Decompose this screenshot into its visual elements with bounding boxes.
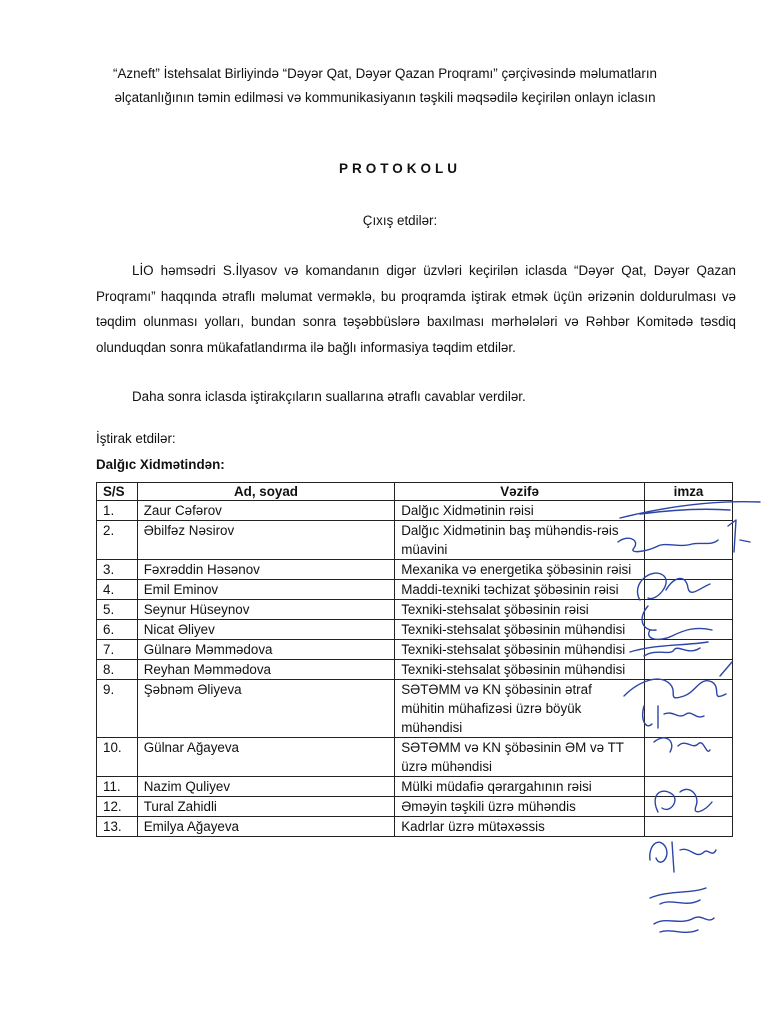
section-label: Dalğıc Xidmətindən: <box>96 457 225 472</box>
table-row <box>97 777 733 797</box>
row-number: 7. <box>97 640 138 660</box>
row-name: Emil Eminov <box>137 580 395 600</box>
row-name: Zaur Cəfərov <box>137 501 395 521</box>
row-number: 5. <box>97 600 138 620</box>
signature-12 <box>654 917 714 932</box>
row-position: SƏTƏMM və KN şöbəsinin ƏM və TT üzrə mühəndisi <box>395 738 645 777</box>
row-signature-cell <box>645 560 733 580</box>
table-row <box>97 501 733 521</box>
row-name: Seynur Hüseynov <box>137 600 395 620</box>
row-name: Tural Zahidli <box>137 797 395 817</box>
signature-10 <box>650 842 716 872</box>
heading-line-1: “Azneft” İstehsalat Birliyində “Dəyər Qat, Dəyər Qazan Proqramı” çərçivəsində məlumatların <box>112 66 657 81</box>
header-number: S/S <box>97 483 138 501</box>
table-row <box>97 680 733 738</box>
row-name: Əbilfəz Nəsirov <box>137 521 395 560</box>
paragraph-main: LİO həmsədri S.İlyasov və komandanın digər üzvləri keçirilən iclasda “Dəyər Qat, Dəyər Qazan Proqramı” haqqında ətraflı məlumat verməklə, bu proqramda iştirak etmək üçün ərizənin doldurulması və təqdim olunması yolları, bundan sonra təşəbbüslərə baxılması mərhələləri və Rəhbər Komitədə təsdiq olunduqdan sonra mükafatlandırma ilə bağlı informasiya təqdim etdilər. <box>96 263 736 355</box>
row-signature-cell <box>645 501 733 521</box>
table-row <box>97 560 733 580</box>
row-position: Kadrlar üzrə mütəxəssis <box>395 817 645 837</box>
row-number: 8. <box>97 660 138 680</box>
row-number: 11. <box>97 777 138 797</box>
row-signature-cell <box>645 620 733 640</box>
participants-label: İştirak etdilər: <box>96 431 176 446</box>
row-signature-cell <box>645 521 733 560</box>
row-number: 9. <box>97 680 138 738</box>
row-name: Gülnar Ağayeva <box>137 738 395 777</box>
row-position: SƏTƏMM və KN şöbəsinin ətraf mühitin mühafizəsi üzrə böyük mühəndisi <box>395 680 645 738</box>
row-name: Nicat Əliyev <box>137 620 395 640</box>
speakers-subtitle: Çıxış etdilər: <box>362 213 438 228</box>
participants-table <box>96 482 733 837</box>
row-name: Gülnarə Məmmədova <box>137 640 395 660</box>
heading-line-2: əlçatanlığının təmin edilməsi və kommunikasiyanın təşkili məqsədilə keçirilən onlayn iclasın <box>114 90 656 105</box>
table-row <box>97 817 733 837</box>
document-heading <box>60 62 710 110</box>
header-signature: imza <box>645 483 733 501</box>
table-row <box>97 580 733 600</box>
row-signature-cell <box>645 777 733 797</box>
row-number: 3. <box>97 560 138 580</box>
row-position: Əməyin təşkili üzrə mühəndis <box>395 797 645 817</box>
header-name: Ad, soyad <box>137 483 395 501</box>
row-number: 6. <box>97 620 138 640</box>
table-row <box>97 600 733 620</box>
row-signature-cell <box>645 738 733 777</box>
table-row <box>97 738 733 777</box>
row-name: Nazim Quliyev <box>137 777 395 797</box>
table-row <box>97 521 733 560</box>
table-row <box>97 797 733 817</box>
row-name: Emilya Ağayeva <box>137 817 395 837</box>
document-title: PROTOKOLU <box>338 161 461 176</box>
row-signature-cell <box>645 680 733 738</box>
row-signature-cell <box>645 660 733 680</box>
table-header-row <box>97 483 733 501</box>
table-row <box>97 660 733 680</box>
row-signature-cell <box>645 580 733 600</box>
row-name: Fəxrəddin Həsənov <box>137 560 395 580</box>
row-position: Texniki-stehsalat şöbəsinin rəisi <box>395 600 645 620</box>
row-position: Texniki-stehsalat şöbəsinin mühəndisi <box>395 640 645 660</box>
table-row <box>97 640 733 660</box>
row-position: Mexanika və energetika şöbəsinin rəisi <box>395 560 645 580</box>
row-position: Texniki-stehsalat şöbəsinin mühəndisi <box>395 660 645 680</box>
row-name: Şəbnəm Əliyeva <box>137 680 395 738</box>
paragraph-followup: Daha sonra iclasda iştirakçıların suallarına ətraflı cavablar verdilər. <box>132 389 526 404</box>
table-row <box>97 620 733 640</box>
row-number: 2. <box>97 521 138 560</box>
row-position: Dalğıc Xidmətinin rəisi <box>395 501 645 521</box>
row-signature-cell <box>645 797 733 817</box>
row-position: Maddi-texniki təchizat şöbəsinin rəisi <box>395 580 645 600</box>
header-position: Vəzifə <box>395 483 645 501</box>
row-number: 10. <box>97 738 138 777</box>
row-signature-cell <box>645 640 733 660</box>
row-position: Texniki-stehsalat şöbəsinin mühəndisi <box>395 620 645 640</box>
row-signature-cell <box>645 817 733 837</box>
row-number: 4. <box>97 580 138 600</box>
row-signature-cell <box>645 600 733 620</box>
signature-11 <box>650 888 706 904</box>
row-position: Dalğıc Xidmətinin baş mühəndis-rəis müavini <box>395 521 645 560</box>
row-name: Reyhan Məmmədova <box>137 660 395 680</box>
row-position: Mülki müdafiə qərargahının rəisi <box>395 777 645 797</box>
row-number: 1. <box>97 501 138 521</box>
row-number: 12. <box>97 797 138 817</box>
row-number: 13. <box>97 817 138 837</box>
